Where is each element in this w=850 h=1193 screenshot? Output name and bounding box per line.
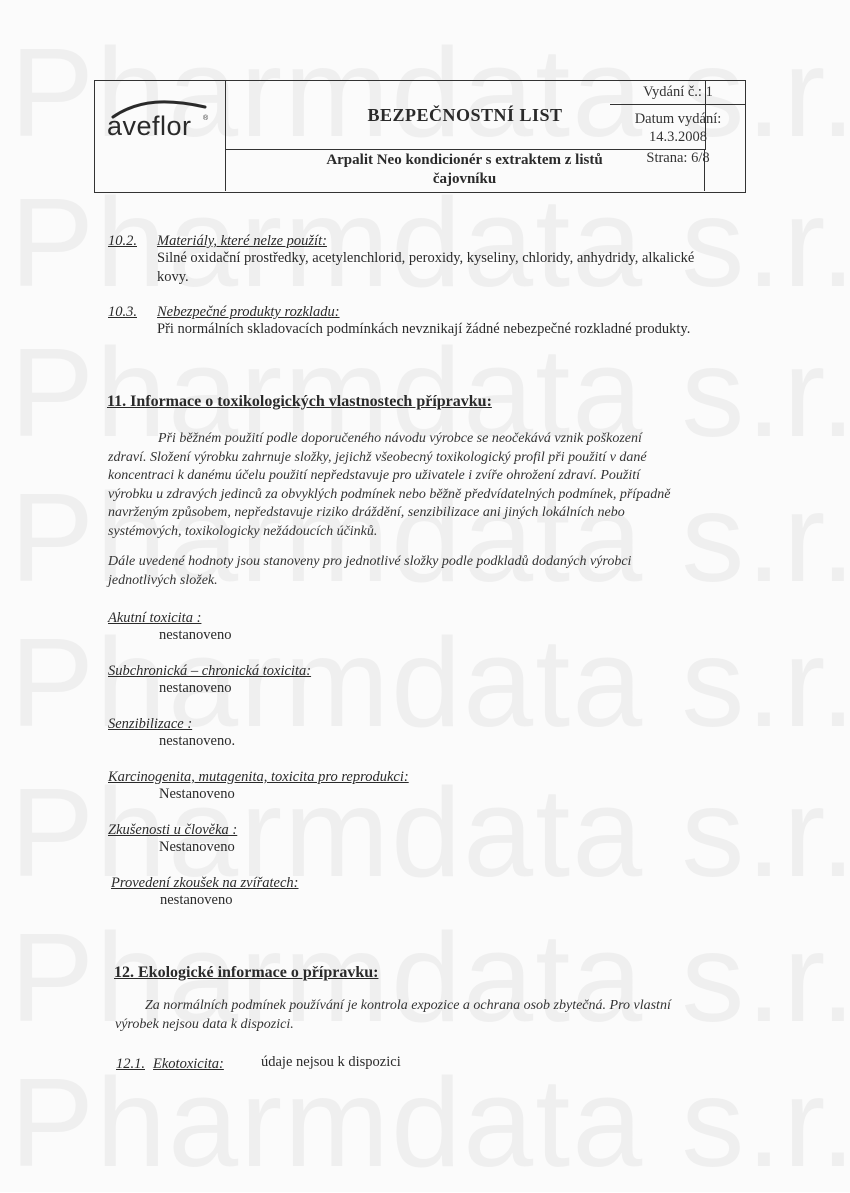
paragraph-line: zdraví. Složení výrobku zahrnuje složky, jejichž všeobecný toxikologický profil při použití v dané [108, 449, 647, 465]
paragraph-line: koncentraci k danému účelu použití nepředstavuje pro uživatele i zvíře ohrožení zdraví. Použití [108, 468, 641, 483]
product-name-line1: Arpalit Neo kondicionér s extraktem z listů [326, 152, 603, 168]
section-10-2-title: Materiály, které nelze použít: [157, 233, 327, 249]
paragraph-line: výrobku u zdravých jedinců za obvyklých podmínek nebo běžně předvídatelných podmínek, případně [108, 486, 671, 502]
toxicity-item-value: nestanoveno [160, 892, 233, 908]
paragraph-line: Za normálních podmínek používání je kontrola expozice a ochrana osob zbytečná. Pro vlastní [145, 998, 671, 1013]
toxicity-item-value: nestanoveno [159, 627, 232, 643]
section-10-3-text: Při normálních skladovacích podmínkách nevznikají žádné nebezpečné rozkladné produkty. [157, 321, 691, 337]
section-11-heading: 11. Informace o toxikologických vlastnostech přípravku: [107, 393, 492, 410]
paragraph-line: Dále uvedené hodnoty jsou stanoveny pro jednotlivé složky podle podkladů dodaných výrobci [108, 554, 632, 569]
toxicity-item-label: Zkušenosti u člověka : [108, 822, 238, 838]
paragraph-line: jednotlivých složek. [108, 572, 218, 588]
section-10-3-number: 10.3. [108, 304, 137, 320]
issue-date-value: 14.3.2008 [649, 129, 707, 145]
paragraph-line: systémových, toxikologicky nežádoucích účinků. [108, 523, 378, 539]
issue-number: Vydání č.: 1 [643, 84, 713, 100]
toxicity-item-value: Nestanoveno [159, 786, 235, 802]
page-number: Strana: 6/8 [646, 150, 710, 166]
section-12-heading: 12. Ekologické informace o přípravku: [114, 964, 379, 981]
toxicity-item-value: nestanoveno [159, 680, 232, 696]
logo-cell [95, 81, 226, 191]
divider [610, 104, 746, 105]
section-11-paragraph [108, 430, 670, 541]
toxicity-item-label: Karcinogenita, mutagenita, toxicita pro reprodukci: [108, 769, 409, 785]
section-12-paragraph [115, 997, 671, 1034]
section-10-2-text: Silné oxidační prostředky, acetylenchlorid, peroxidy, kyseliny, chloridy, anhydridy, alkalické [157, 250, 695, 266]
paragraph-line: navrženým způsobem, nepředstavuje riziko dráždění, senzibilizace ani jiných lokálních nebo [108, 505, 625, 520]
section-10-3-title: Nebezpečné produkty rozkladu: [157, 304, 340, 320]
registered-mark: ® [203, 115, 209, 122]
product-name-line2: čajovníku [432, 171, 497, 187]
section-11-note [108, 553, 631, 590]
document-title: BEZPEČNOSTNÍ LIST [225, 81, 706, 150]
toxicity-item-label: Provedení zkoušek na zvířatech: [111, 875, 299, 891]
watermark-text [10, 1060, 850, 1186]
company-logo: aveflor [107, 111, 192, 141]
issue-date-label: Datum vydání: [634, 111, 722, 127]
section-10-2-number: 10.2. [108, 233, 137, 249]
paragraph-line: výrobek nejsou data k dispozici. [115, 1016, 294, 1032]
section-12-1-value: údaje nejsou k dispozici [261, 1054, 401, 1070]
toxicity-item-label: Subchronická – chronická toxicita: [108, 663, 312, 679]
toxicity-item-value: Nestanoveno [159, 839, 235, 855]
toxicity-item-label: Akutní toxicita : [108, 610, 202, 626]
toxicity-item-value: nestanoveno. [159, 733, 236, 749]
section-12-1-number: 12.1. [116, 1056, 145, 1072]
section-12-1-label: Ekotoxicita: [153, 1056, 224, 1072]
paragraph-line: Při běžném použití podle doporučeného návodu výrobce se neočekává vznik poškození [158, 431, 642, 446]
section-10-2-text: kovy. [157, 269, 189, 285]
toxicity-item-label: Senzibilizace : [108, 716, 193, 732]
